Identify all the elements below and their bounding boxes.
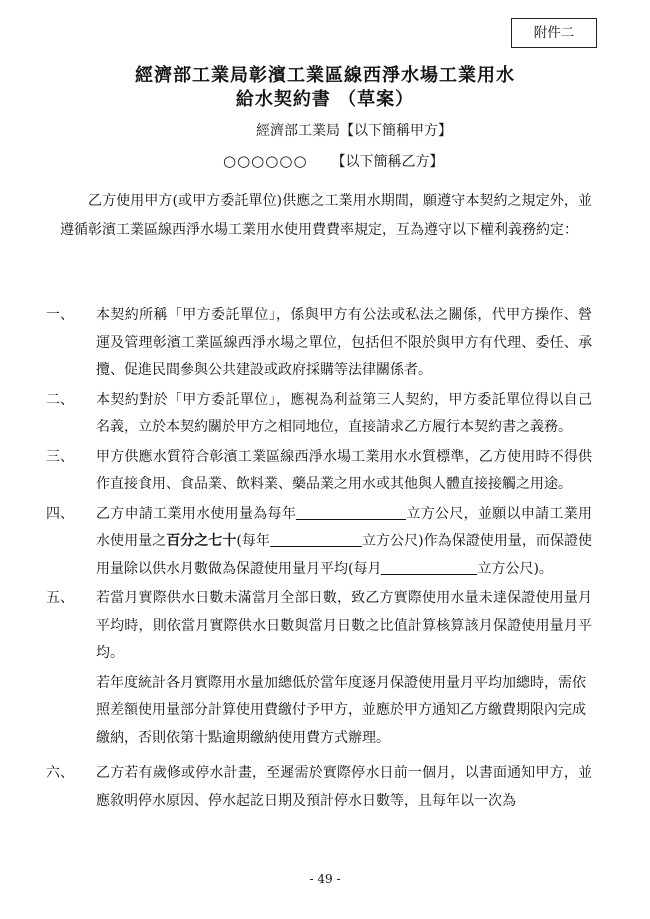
- attachment-label: 附件二: [511, 18, 597, 48]
- percentage-emphasis: 百分之七十: [166, 533, 237, 549]
- party-a-name: 經濟部工業局: [256, 123, 340, 139]
- clause-text: 乙方若有歲修或停水計畫，至遲需於實際停水日前一個月，以書面通知甲方，並應敘明停水原因、停水起訖日期及預計停水日數等，且每年以一次為: [96, 765, 592, 809]
- clause-text-part-4: 立方公尺)作為保證使用量，而保證使用量除以供水月數做為保證使用量月平均(每月: [96, 533, 593, 577]
- party-a-line: [256, 121, 452, 141]
- clause-number: 四、: [46, 505, 74, 522]
- clause-number: 六、: [46, 765, 74, 781]
- monthly-volume-blank[interactable]: [381, 560, 477, 575]
- clause-text: 若當月實際供水日數未滿當月全部日數，致乙方實際使用水量未達保證使用量月平均時，則依當月實際供水日數與當月日數之比值計算核算該月保證使用量月平均。: [96, 590, 592, 661]
- document-title-line-2: 給水契約書 （草案）: [235, 89, 415, 110]
- clause-3: [0, 444, 592, 499]
- clause-2: [0, 387, 592, 442]
- clause-text-part-1: 乙方申請工業用水使用量為每年: [96, 505, 297, 522]
- clause-text: 甲方供應水質符合彰濱工業區線西淨水場工業用水水質標準，乙方使用時不得供作直接食用、食品業、飲料業、藥品業之用水或其他與人體直接接觸之用途。: [96, 448, 592, 492]
- clause-5-subparagraph: 若年度統計各月實際用水量加總低於當年度逐月保證使用量月平均加總時，需依照差額使用量部分計算使用費繳付予甲方，並應於甲方通知乙方繳費期限內完成繳納，否則依第十點逾期繳納使用費方式辦理。: [96, 674, 586, 746]
- party-b-note: 【以下簡稱乙方】: [331, 154, 444, 170]
- document-title-line-1: 經濟部工業局彰濱工業區線西淨水場工業用水: [135, 65, 515, 86]
- clause-list: [0, 302, 650, 817]
- clause-number: 三、: [46, 448, 74, 465]
- clause-text-part-2: 立方公尺，並願以申請工業用水使用量之: [96, 505, 593, 549]
- clause-text: 本契約所稱「甲方委託單位」，係與甲方有公法或私法之關係，代甲方操作、營運及管理彰濱工業區線西淨水場之單位，包括但不限於與甲方有代理、委任、承攬、促進民間參與公共建設或政府採購等法律關係者。: [96, 307, 592, 378]
- party-a-note: 【以下簡稱甲方】: [340, 123, 452, 139]
- preamble-paragraph: 乙方使用甲方(或甲方委託單位)供應之工業用水期間，願遵守本契約之規定外，並遵循彰濱工業區線西淨水場工業用水使用費費率規定，互為遵守以下權利義務約定：: [60, 193, 592, 238]
- clause-number: 二、: [46, 391, 74, 408]
- clause-number: 一、: [46, 307, 74, 323]
- clause-number: 五、: [46, 590, 74, 606]
- clause-5: [0, 585, 592, 668]
- clause-text: 本契約對於「甲方委託單位」，應視為利益第三人契約，甲方委託單位得以自己名義，立於本契約關於甲方之相同地位，直接請求乙方履行本契約書之義務。: [96, 391, 592, 435]
- clause-4: [0, 501, 592, 584]
- clause-text-part-5: 立方公尺)。: [477, 560, 553, 577]
- page-number: - 49 -: [309, 872, 341, 886]
- party-b-line: [223, 151, 444, 172]
- party-b-name-placeholder: ○○○○○○: [223, 152, 308, 170]
- clause-1: [0, 302, 592, 385]
- clause-6: [0, 760, 592, 815]
- annual-volume-blank[interactable]: [296, 505, 406, 520]
- guaranteed-volume-blank[interactable]: [270, 532, 362, 547]
- clause-text-part-3: (每年: [236, 533, 270, 549]
